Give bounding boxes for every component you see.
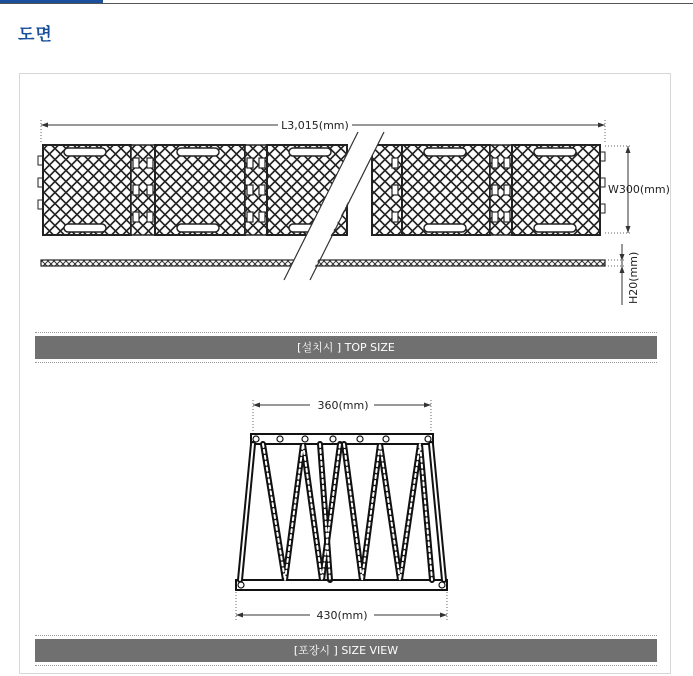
caption-dotted-divider bbox=[35, 332, 657, 333]
length-label: L3,015(mm) bbox=[281, 119, 349, 132]
caption-dotted-divider bbox=[35, 635, 657, 636]
top-size-caption: [설치시 ] TOP SIZE bbox=[35, 336, 657, 359]
height-dimension bbox=[605, 244, 626, 305]
caption-dotted-divider bbox=[35, 362, 657, 363]
size-view-caption: [포장시 ] SIZE VIEW bbox=[35, 639, 657, 662]
bottom-width-label: 430(mm) bbox=[316, 609, 368, 622]
mat-side-profile bbox=[41, 260, 605, 266]
packed-stack bbox=[236, 434, 447, 590]
page-title: 도면 bbox=[18, 25, 53, 45]
top-width-label: 360(mm) bbox=[317, 399, 369, 412]
width-label: W300(mm) bbox=[608, 183, 670, 196]
height-label: H20(mm) bbox=[627, 251, 640, 304]
caption-dotted-divider bbox=[35, 665, 657, 666]
